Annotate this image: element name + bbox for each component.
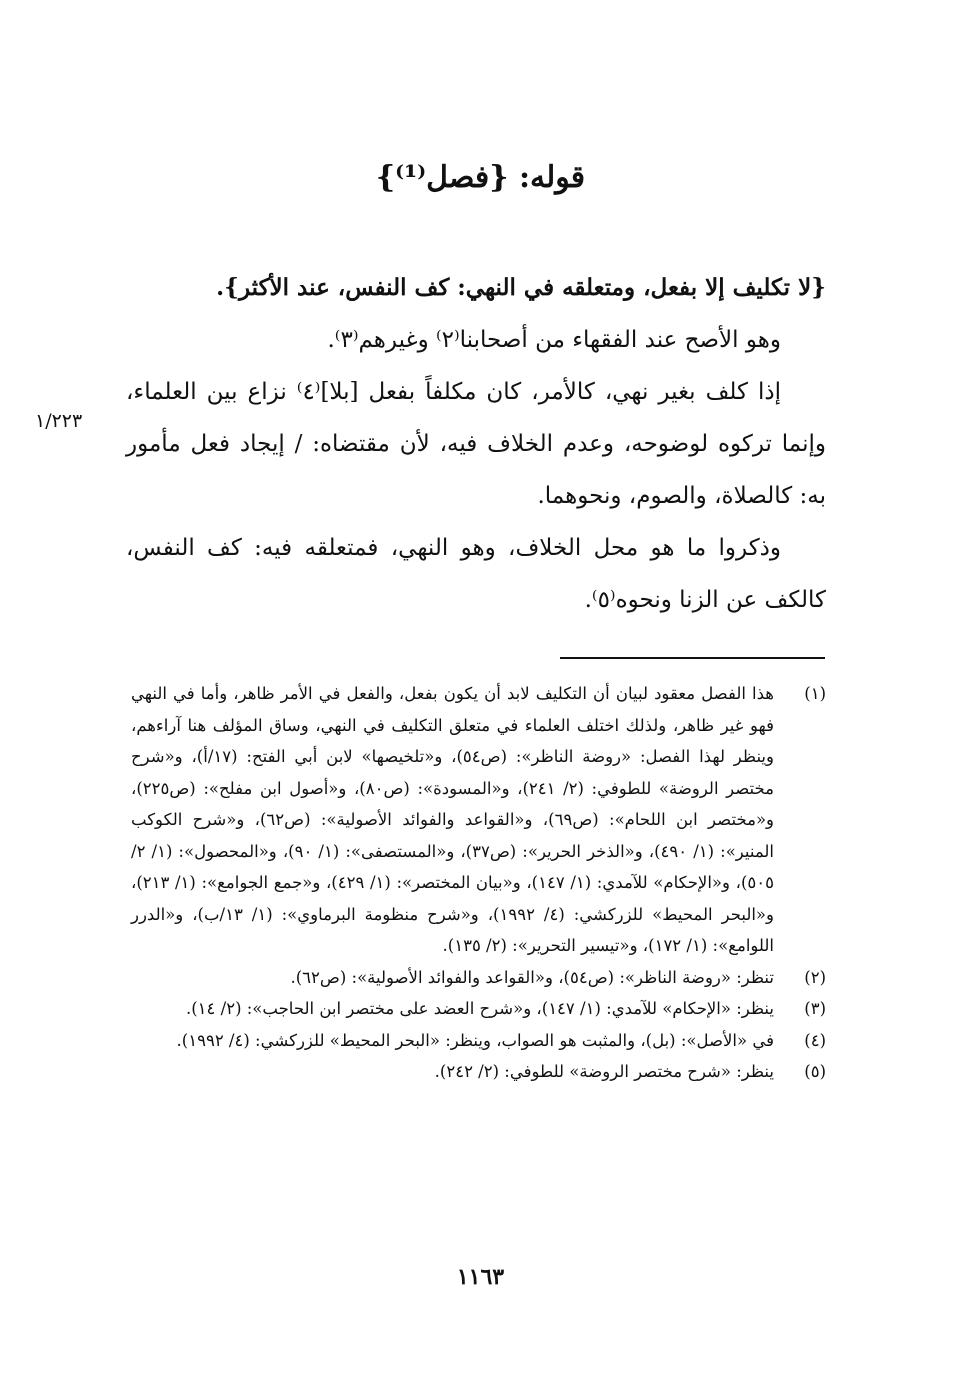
footnote-number: (٤) xyxy=(804,1030,826,1050)
footnote-divider xyxy=(560,657,825,659)
footnote-number: (١) xyxy=(804,684,826,703)
page-number: ١١٦٣ xyxy=(456,1264,505,1290)
section-heading: قوله: {فصل⁽¹⁾} xyxy=(375,160,586,195)
footnote-text: هذا الفصل معقود لبيان أن التكليف لابد أن يكون بفعل، والفعل في الأمر ظاهر، وأما في النهي فهو غير ظاهر، ولذلك اختلف العلماء في متعلق التكليف في النهي، وساق المؤلف هنا آراءهم، وينظر لهذا الفصل: «روضة الناظر»: (ص٥٤)، و«تلخيصها» لابن أبي الفتح: (١٧/أ)، و«شرح مختصر الروضة» للطوفي: (٢/ ٢٤١)، و«المسودة»: (ص٨٠)، و«أصول ابن مفلح»: (ص٢٢٥)، و«مختصر ابن اللحام»: (ص٦٩)، و«القواعد والفوائد الأصولية»: (ص٦٢)، و«شرح الكوكب المنير»: (١/ ٤٩٠)، و«الذخر الحرير»: (ص٣٧)، و«المستصفى»: (١/ ٩٠)، و«المحصول»: (١/ ٢/ ٥٠٥)، و«الإحكام» للآمدي: (١/ ١٤٧)، و«بيان المختصر»: (١/ ٤٢٩)، و«جمع الجوامع»: (١/ ٢١٣)، و«البحر المحيط» للزركشي: (٤/ ١٩٩٢)، و«شرح منظومة البرماوي»: (١/ ١٣/ب)، و«الدرر اللوامع»: (١/ ١٧٢)، و«تيسير التحرير»: (٢/ ١٣٥). xyxy=(131,684,775,955)
footnote-number: (٥) xyxy=(804,1062,826,1081)
footnotes xyxy=(131,678,826,1088)
footnote-text: في «الأصل»: (بل)، والمثبت هو الصواب، وينظر: «البحر المحيط» للزركشي: (٤/ ١٩٩٢). xyxy=(176,1030,774,1050)
footnote xyxy=(131,1056,826,1088)
footnote-text: تنظر: «روضة الناظر»: (ص٥٤)، و«القواعد والفوائد الأصولية»: (ص٦٢). xyxy=(290,967,774,987)
body-paragraph-1: وهو الأصح عند الفقهاء من أصحابنا⁽٢⁾ وغيرهم⁽٣⁾. xyxy=(327,327,781,353)
footnote xyxy=(131,993,826,1025)
footnote xyxy=(131,1025,826,1057)
body-paragraph-3: وذكروا ما هو محل الخلاف، وهو النهي، فمتعلقه فيه: كف النفس، كالكف عن الزنا ونحوه⁽٥⁾. xyxy=(126,535,826,613)
footnote-number: (٢) xyxy=(804,967,826,987)
footnote xyxy=(131,962,826,994)
matn-statement: {لا تكليف إلا بفعل، ومتعلقه في النهي: كف النفس، عند الأكثر}. xyxy=(216,274,826,301)
main-text xyxy=(126,262,826,626)
body-paragraph-2: إذا كلف بغير نهي، كالأمر، كان مكلفاً بفعل [بلا]⁽٤⁾ نزاع بين العلماء، وإنما تركوه لوضوحه، وعدم الخلاف فيه، لأن مقتضاه: / إيجاد فعل مأمور به: كالصلاة، والصوم، ونحوهما. xyxy=(126,379,826,509)
footnote-text: ينظر: «الإحكام» للآمدي: (١/ ١٤٧)، و«شرح العضد على مختصر ابن الحاجب»: (٢/ ١٤). xyxy=(185,999,774,1018)
footnote xyxy=(131,678,826,962)
footnote-number: (٣) xyxy=(804,999,826,1018)
manuscript-folio-reference: ١/٢٢٣ xyxy=(35,410,83,432)
footnote-text: ينظر: «شرح مختصر الروضة» للطوفي: (٢/ ٢٤٢). xyxy=(434,1062,774,1081)
